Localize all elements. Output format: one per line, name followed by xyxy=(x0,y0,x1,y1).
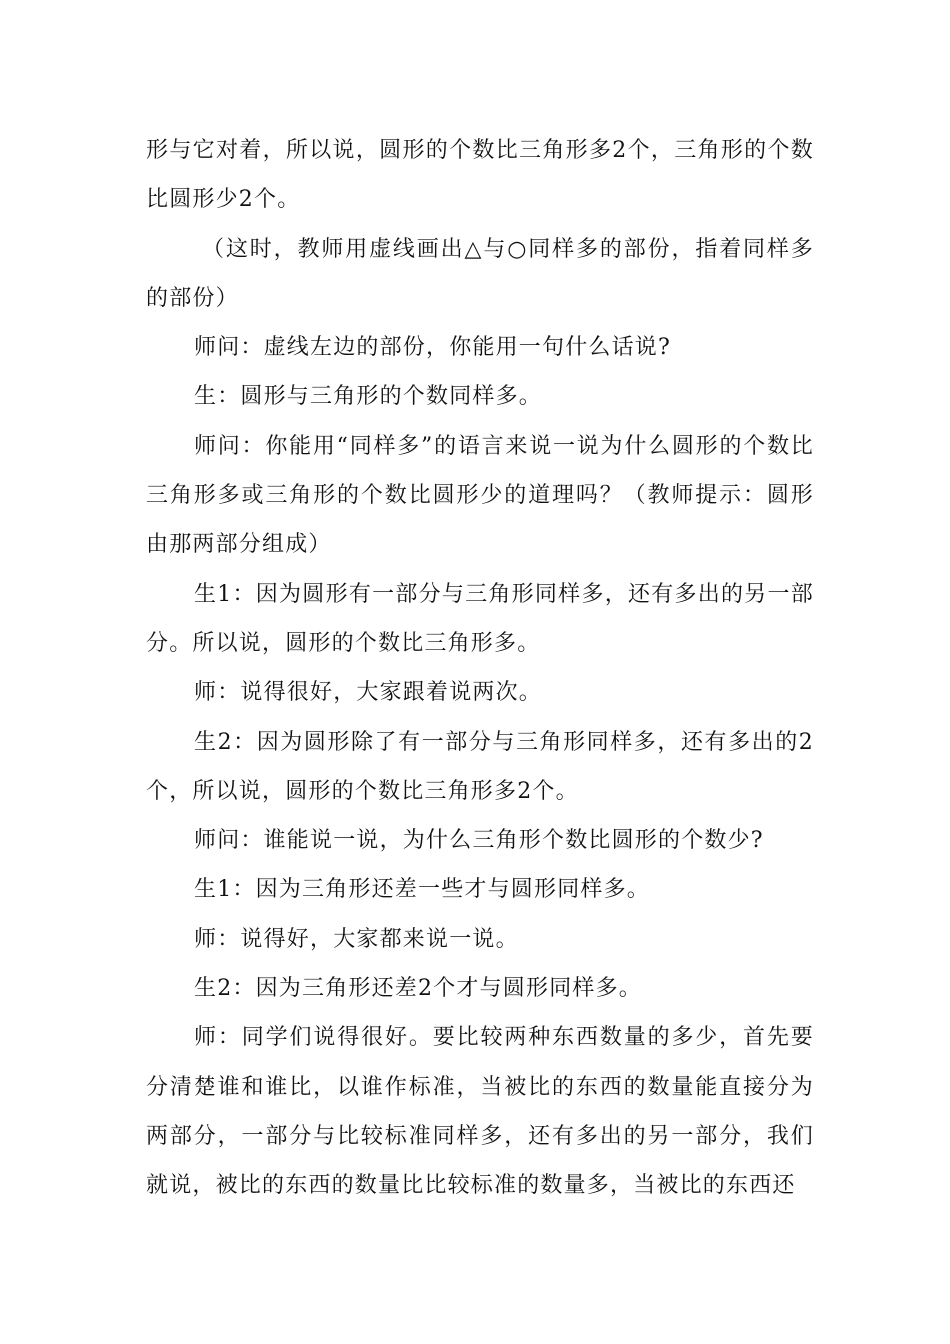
paragraph-3: 师问：虚线左边的部份，你能用一句什么话说? xyxy=(194,335,671,361)
paragraph-6: 生1：因为圆形有一部分与三角形同样多，还有多出的另一部分。所以说，圆形的个数比三角形多。 xyxy=(146,581,814,656)
paragraph-5: 师问：你能用“同样多”的语言来说一说为什么圆形的个数比三角形多或三角形的个数比圆形少的道理吗？（教师提示：圆形由那两部分组成） xyxy=(146,433,814,558)
paragraph-13: 师：同学们说得很好。要比较两种东西数量的多少，首先要分清楚谁和谁比，以谁作标准，当被比的东西的数量能直接分为两部分，一部分与比较标准同样多，还有多出的另一部分，我们就说，被比的东西的数量比比较标准的数量多，当被比的东西还 xyxy=(146,1025,814,1199)
paragraph-12: 生2：因为三角形还差2个才与圆形同样多。 xyxy=(194,976,642,1002)
paragraph-2: （这时，教师用虚线画出△与○同样多的部份，指着同样多的部份） xyxy=(146,236,814,311)
paragraph-1: 形与它对着，所以说，圆形的个数比三角形多2个，三角形的个数比圆形少2个。 xyxy=(146,138,814,213)
paragraph-9: 师问：谁能说一说，为什么三角形个数比圆形的个数少? xyxy=(194,828,764,854)
paragraph-11: 师：说得好，大家都来说一说。 xyxy=(194,926,519,952)
paragraph-7: 师：说得很好，大家跟着说两次。 xyxy=(194,680,543,706)
paragraph-4: 生：圆形与三角形的个数同样多。 xyxy=(194,384,543,410)
paragraph-10: 生1：因为三角形还差一些才与圆形同样多。 xyxy=(194,877,650,903)
document-body xyxy=(146,126,814,1211)
paragraph-8: 生2：因为圆形除了有一部分与三角形同样多，还有多出的2个，所以说，圆形的个数比三角形多2个。 xyxy=(146,729,814,804)
